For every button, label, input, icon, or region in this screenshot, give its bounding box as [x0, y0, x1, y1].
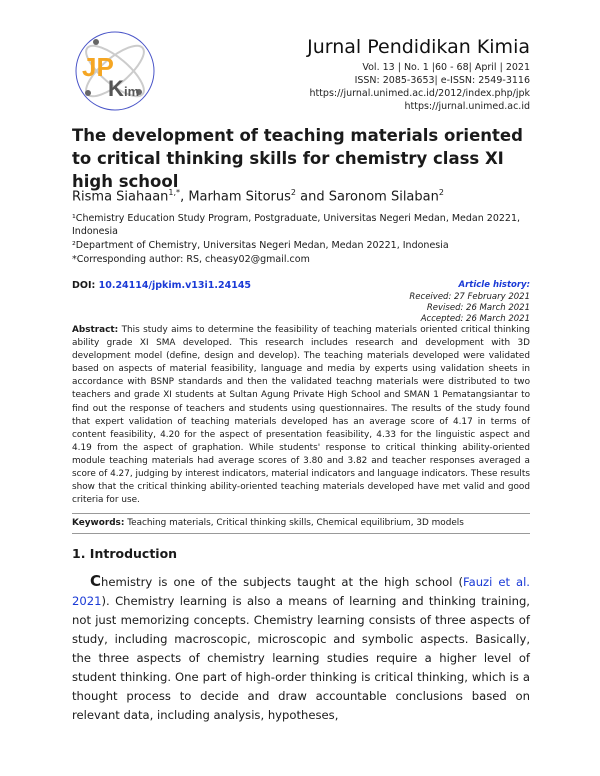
- abstract-label: Abstract:: [72, 325, 119, 335]
- section-heading: 1. Introduction: [72, 546, 178, 561]
- revised-date: Revised: 26 March 2021: [426, 303, 530, 313]
- article-title: The development of teaching materials oriented to critical thinking skills for chemistry class XI high school: [72, 126, 523, 191]
- keywords: [72, 518, 530, 528]
- citation-link[interactable]: Fauzi et al. 2021: [72, 575, 530, 608]
- keywords-label: Keywords:: [72, 518, 125, 528]
- corresponding-author: *Corresponding author: RS, cheasy02@gmail.com: [72, 254, 310, 265]
- separator: ,: [180, 189, 189, 205]
- journal-logo: [74, 30, 156, 112]
- keywords-text: Teaching materials, Critical thinking skills, Chemical equilibrium, 3D models: [127, 518, 464, 528]
- author-name: Marham Sitorus: [188, 189, 291, 205]
- author-affiliation-mark: 2: [438, 188, 444, 197]
- body-text: ). Chemistry learning is also a means of learning and thinking training, not just memorizing concepts. Chemistry learning consists of three aspects of study, including macroscopic, microscopic and symbolic aspects. Basically, the three aspects of chemistry learning studies require a higher level of student thinking. One part of high-order thinking is critical thinking, which is a thought process to decide and draw accountable conclusions based on relevant data, including analysis, hypotheses,: [72, 594, 530, 722]
- issn-info: ISSN: 2085-3653| e-ISSN: 2549-3116: [354, 75, 530, 86]
- author-name: Saronom Silaban: [328, 189, 439, 205]
- doi-link[interactable]: 10.24114/jpkim.v13i1.24145: [98, 280, 252, 291]
- author-affiliation-mark: 1,*: [168, 188, 181, 197]
- accepted-date: Accepted: 26 March 2021: [420, 314, 530, 324]
- divider: [72, 533, 530, 534]
- introduction-text: [72, 572, 530, 725]
- svg-text:K: K: [108, 76, 124, 101]
- affiliation-2: ²Department of Chemistry, Universitas Negeri Medan, Medan 20221, Indonesia: [72, 240, 449, 251]
- drop-cap: C: [90, 572, 102, 590]
- svg-text:JP: JP: [82, 52, 114, 82]
- body-text: hemistry is one of the subjects taught at the high school (: [101, 575, 463, 589]
- journal-title: Jurnal Pendidikan Kimia: [307, 36, 530, 58]
- affiliation-1: ¹Chemistry Education Study Program, Postgraduate, Universitas Negeri Medan, Medan 20221, Indonesia: [72, 213, 521, 237]
- abstract-text: This study aims to determine the feasibility of teaching materials oriented critical thinking ability grade XI SMA developed. This research includes research and development with 3D development model (define, design and develop). The teaching materials developed were validated based on aspects of material feasibility, language and media by experts using validation sheets in accordance with BSNP standards and then the validated teachng materials were distributed to two teachers and grade XI students at Sultan Agung Private High School and SMAN 1 Pematangsiantar to find out the response of teachers and students using questionnaires. The results of the study found that expert validation of teaching materials developed has an average score of 4.17 in terms of content feasibility, 4.20 for the aspect of presentation feasibility, 4.33 for the linguistic aspect and 4.19 from the aspect of graphation. While students' response to critical thinking ability-oriented module teaching materials had average scores of 3.80 and 3.82 and teacher responses averaged a score of 4.27, judging by interest indicators, material indicators and language indicators. These results show that the critical thinking ability-oriented teaching materials developed have met valid and good criteria for use.: [72, 325, 530, 506]
- divider: [72, 513, 530, 514]
- author-affiliation-mark: 2: [290, 188, 296, 197]
- author-list: [72, 188, 444, 204]
- volume-info: Vol. 13 | No. 1 |60 - 68| April | 2021: [362, 62, 530, 73]
- author-name: Risma Siahaan: [72, 189, 169, 205]
- received-date: Received: 27 February 2021: [409, 292, 530, 302]
- separator: and: [296, 189, 329, 205]
- journal-site-url[interactable]: https://jurnal.unimed.ac.id: [404, 101, 530, 112]
- article-history-title: Article history:: [458, 280, 530, 290]
- journal-url[interactable]: https://jurnal.unimed.ac.id/2012/index.php/jpk: [309, 88, 530, 99]
- doi: [72, 280, 251, 291]
- svg-text:im: im: [124, 84, 140, 99]
- abstract: [72, 324, 530, 507]
- doi-label: DOI:: [72, 280, 96, 291]
